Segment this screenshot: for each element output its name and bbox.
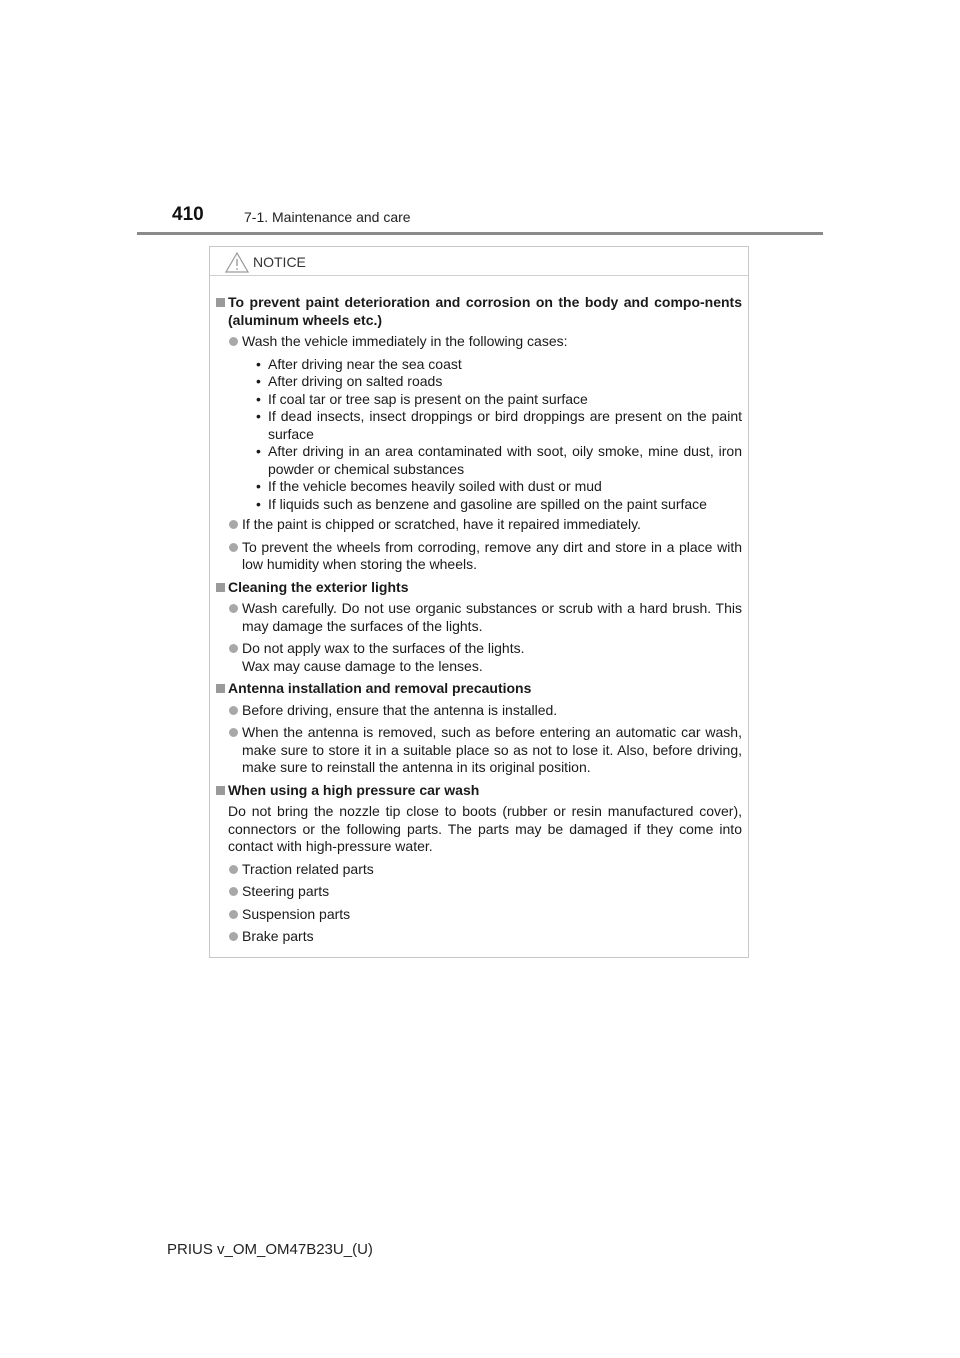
sub-item: • If liquids such as benzene and gasoline are spilled on the paint surface: [256, 495, 707, 512]
sub-item: • If coal tar or tree sap is present on the paint surface: [256, 390, 588, 407]
circle-bullet-icon: [229, 887, 238, 896]
section-title: 7-1. Maintenance and care: [244, 209, 411, 225]
square-bullet-icon: [216, 583, 225, 592]
bullet-item: Steering parts: [216, 883, 742, 901]
section-heading: When using a high pressure car wash: [216, 782, 742, 800]
circle-bullet-icon: [229, 520, 238, 529]
notice-header: [210, 247, 748, 276]
notice-box: [209, 246, 749, 958]
warning-triangle-icon: [225, 252, 249, 273]
bullet-item: If the paint is chipped or scratched, have it repaired immediately.: [216, 516, 742, 534]
sub-item: • After driving near the sea coast: [256, 355, 462, 372]
circle-bullet-icon: [229, 865, 238, 874]
square-bullet-icon: [216, 684, 225, 693]
circle-bullet-icon: [229, 910, 238, 919]
bullet-item: Wash carefully. Do not use organic substances or scrub with a hard brush. This may damage the surfaces of the lights.: [216, 600, 742, 635]
circle-bullet-icon: [229, 932, 238, 941]
circle-bullet-icon: [229, 337, 238, 346]
sub-item: • If the vehicle becomes heavily soiled with dust or mud: [256, 478, 602, 494]
bullet-item: Wash the vehicle immediately in the following cases:: [216, 333, 742, 351]
section-heading: Antenna installation and removal precautions: [216, 680, 742, 698]
bullet-item: To prevent the wheels from corroding, remove any dirt and store in a place with low humidity when storing the wheels.: [216, 539, 742, 574]
circle-bullet-icon: [229, 706, 238, 715]
bullet-item: Traction related parts: [216, 861, 742, 879]
sub-item: • If dead insects, insect droppings or bird droppings are present on the paint surface: [256, 408, 742, 442]
notice-body: [210, 276, 748, 946]
page-number: 410: [172, 204, 204, 225]
bullet-item: Suspension parts: [216, 906, 742, 924]
bullet-item: Do not apply wax to the surfaces of the lights. Wax may cause damage to the lenses.: [216, 640, 742, 675]
footer-doc-code: PRIUS v_OM_OM47B23U_(U): [167, 1241, 373, 1258]
sub-list: [216, 356, 742, 514]
section-paragraph: Do not bring the nozzle tip close to boots (rubber or resin manufactured cover), connectors or the following parts. The parts may be damaged if they come into contact with high-pressure water.: [228, 803, 742, 854]
notice-label: NOTICE: [253, 254, 306, 270]
header-rule: [137, 232, 823, 235]
bullet-item: Before driving, ensure that the antenna is installed.: [216, 702, 742, 720]
sub-item: • After driving in an area contaminated with soot, oily smoke, mine dust, iron powder or chemical substances: [256, 443, 742, 477]
bullet-item: When the antenna is removed, such as before entering an automatic car wash, make sure to store it in a suitable place so as not to lose it. Also, before driving, make sure to reinstall the antenna in its original position.: [216, 724, 742, 777]
circle-bullet-icon: [229, 728, 238, 737]
circle-bullet-icon: [229, 604, 238, 613]
sub-item: • After driving on salted roads: [256, 373, 443, 389]
bullet-item: Brake parts: [216, 928, 742, 946]
square-bullet-icon: [216, 298, 225, 307]
square-bullet-icon: [216, 786, 225, 795]
circle-bullet-icon: [229, 543, 238, 552]
circle-bullet-icon: [229, 644, 238, 653]
section-heading: To prevent paint deterioration and corrosion on the body and compo-nents (aluminum wheels etc.): [216, 294, 742, 329]
section-heading: Cleaning the exterior lights: [216, 579, 742, 597]
